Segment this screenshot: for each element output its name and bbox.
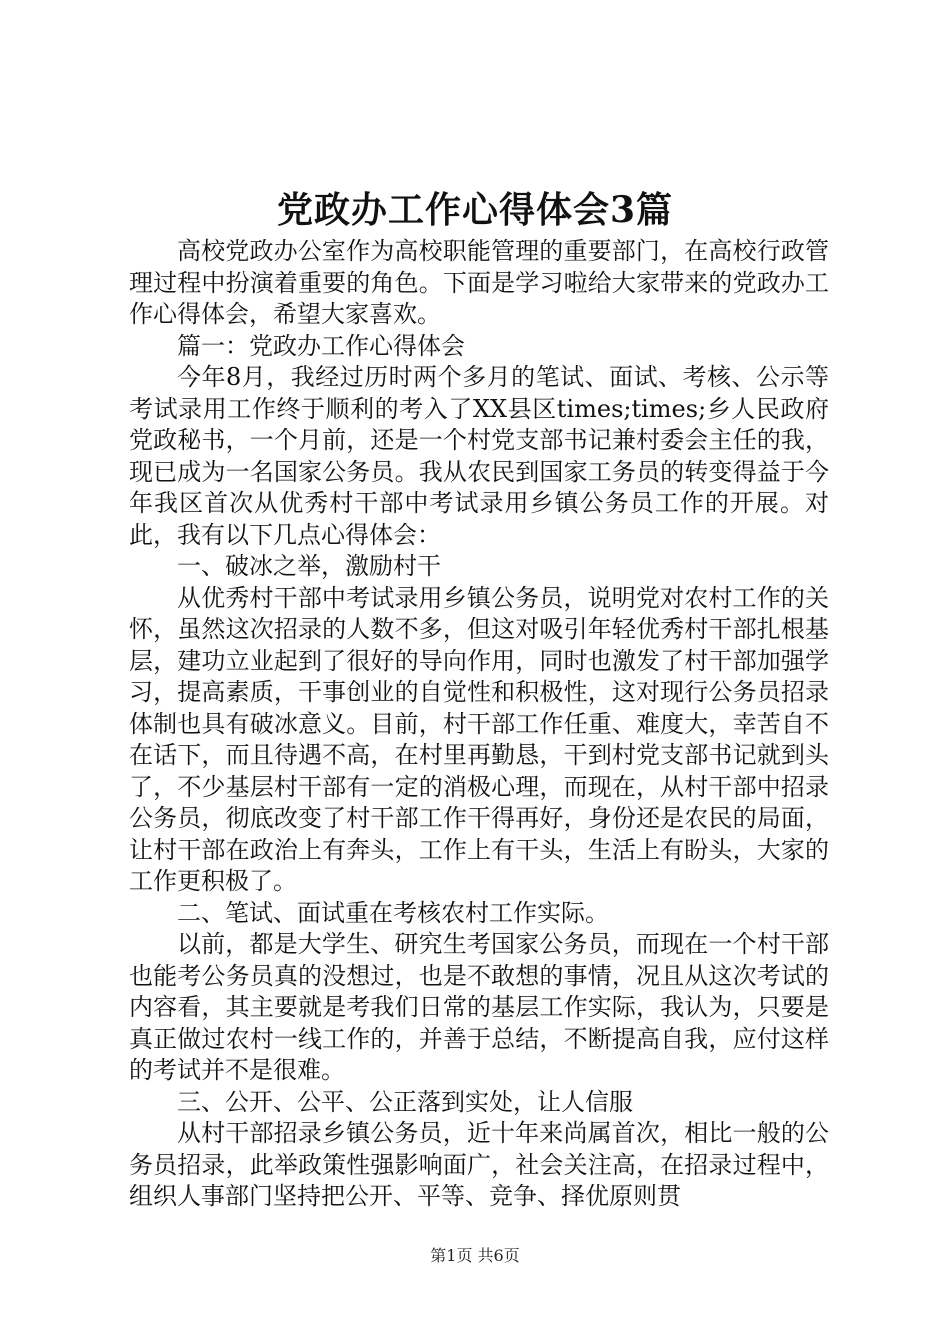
document-body [129,236,829,1213]
subheading-three: 三、公开、公平、公正落到实处，让人信服 [177,1087,633,1116]
intro-paragraph: 高校党政办公室作为高校职能管理的重要部门，在高校行政管理过程中扮演着重要的角色。下面是学习啦给大家带来的党政办工作心得体会，希望大家喜欢。 [129,237,829,328]
body-paragraph: 从优秀村干部中考试录用乡镇公务员，说明党对农村工作的关怀，虽然这次招录的人数不多，但这对吸引年轻优秀村干部扎根基层，建功立业起到了很好的导向作用，同时也激发了村干部加强学习，提高素质，干事创业的自觉性和积极性，这对现行公务员招录体制也具有破冰意义。目前，村干部工作任重、难度大，幸苦自不在话下，而且待遇不高，在村里再勤恳，干到村党支部书记就到头了，不少基层村干部有一定的消极心理，而现在，从村干部中招录公务员，彻底改变了村干部工作干得再好，身份还是农民的局面，让村干部在政治上有奔头，工作上有干头，生活上有盼头，大家的工作更积极了。 [129,583,829,895]
body-paragraph: 今年8月，我经过历时两个多月的笔试、面试、考核、公示等考试录用工作终于顺利的考入了XX县区times;times;乡人民政府党政秘书，一个月前，还是一个村党支部书记兼村委会主任的我，现已成为一名国家公务员。我从农民到国家工务员的转变得益于今年我区首次从优秀村干部中考试录用乡镇公务员工作的开展。对此，我有以下几点心得体会： [129,363,829,549]
body-paragraph: 以前，都是大学生、研究生考国家公务员，而现在一个村干部也能考公务员真的没想过，也是不敢想的事情，况且从这次考试的内容看，其主要就是考我们日常的基层工作实际，我认为，只要是真正做过农村一线工作的，并善于总结，不断提高自我，应付这样的考试并不是很难。 [129,930,829,1084]
document-title: 党政办工作心得体会3篇 [276,189,674,231]
page-number-footer: 第1页 共6页 [430,1246,520,1265]
subheading-two: 二、笔试、面试重在考核农村工作实际。 [177,898,609,927]
section-heading-part-one: 篇一：党政办工作心得体会 [177,331,465,360]
subheading-one: 一、破冰之举，激励村干 [177,552,441,580]
body-paragraph: 从村干部招录乡镇公务员，近十年来尚属首次，相比一般的公务员招录，此举政策性强影响面广，社会关注高，在招录过程中，组织人事部门坚持把公开、平等、竞争、择优原则贯 [129,1119,829,1210]
